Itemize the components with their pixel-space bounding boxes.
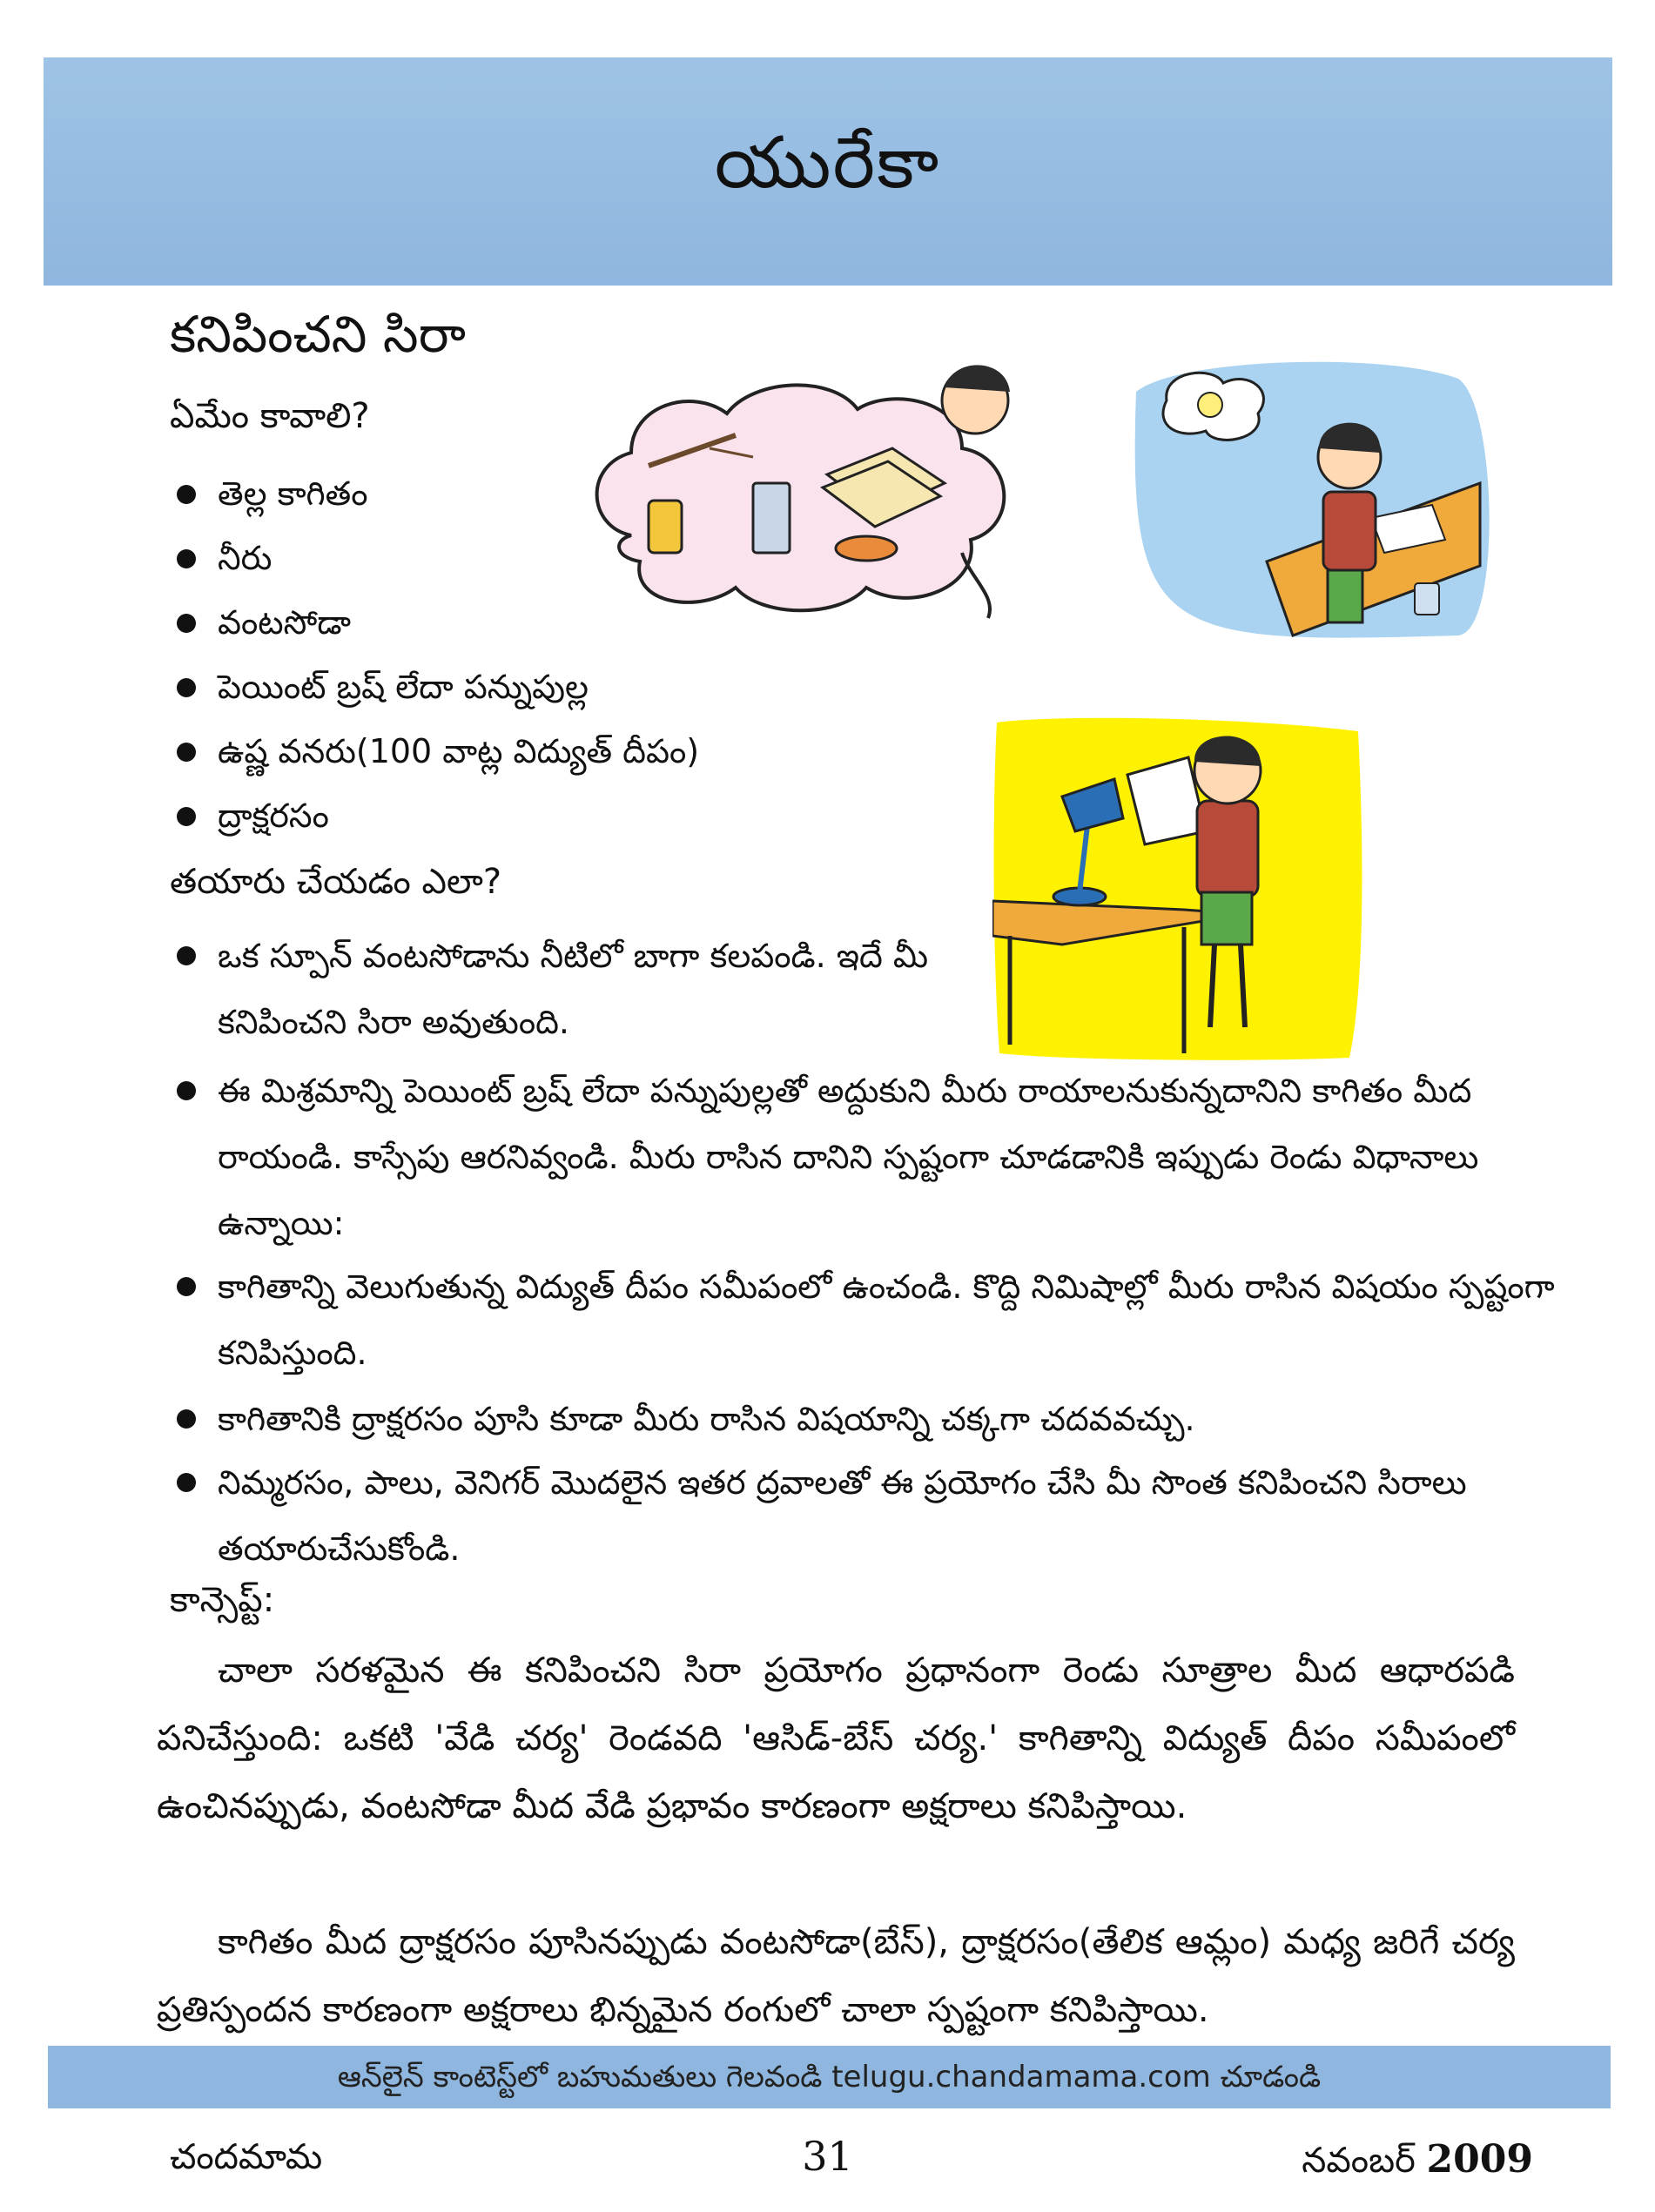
bullet-icon [177, 807, 196, 826]
footer-banner: ఆన్‌లైన్ కాంటెస్ట్‌లో బహుమతులు గెలవండి telugu.chandamama.com చూడండి [48, 2046, 1611, 2108]
list-item: పెయింట్ బ్రష్ లేదా పన్నుపుల్ల [170, 655, 699, 719]
materials-heading: ఏమేం కావాలి? [170, 396, 370, 436]
bullet-icon [177, 549, 196, 568]
bullet-icon [177, 1473, 196, 1492]
bullet-icon [177, 485, 196, 504]
list-item: నీరు [170, 526, 699, 590]
bullet-icon [177, 614, 196, 633]
list-item: ద్రాక్షరసం [170, 783, 699, 848]
issue-date: నవంబర్ 2009 [1302, 2137, 1533, 2182]
step-item: ఒక స్పూన్ వంటసోడాను నీటిలో బాగా కలపండి. ఇదే మీ కనిపించని సిరా అవుతుంది. [170, 923, 1001, 1055]
boy-lamp-paper-icon [992, 714, 1367, 1062]
bullet-icon [177, 946, 196, 965]
step-item: కాగితాన్ని వెలుగుతున్న విద్యుత్ దీపం సమీపంలో ఉంచండి. కొద్ది నిమిషాల్లో మీరు రాసిన విషయం స్పష్టంగా కనిపిస్తుంది. [170, 1254, 1576, 1386]
magazine-name: చందమామ [170, 2137, 323, 2177]
boy-thinking-materials-icon [579, 353, 1023, 631]
list-item: ఉష్ణ వనరు(100 వాట్ల విద్యుత్ దీపం) [170, 719, 699, 783]
bullet-icon [177, 1277, 196, 1296]
article-title: కనిపించని సిరా [170, 305, 466, 364]
boy-writing-icon [1127, 353, 1502, 644]
page-title: యురేకా [714, 122, 941, 205]
step-item: నిమ్మరసం, పాలు, వెనిగర్ మొదలైన ఇతర ద్రవాలతో ఈ ప్రయోగం చేసి మీ సొంత కనిపించని సిరాలు తయారుచేసుకోండి. [170, 1449, 1576, 1582]
step-item: ఈ మిశ్రమాన్ని పెయింట్ బ్రష్ లేదా పన్నుపుల్లతో అద్దుకుని మీరు రాయాలనుకున్నదానిని కాగితం మీద రాయండి. కాస్సేపు ఆరనివ్వండి. మీరు రాసిన దానిని స్పష్టంగా చూడడానికి ఇప్పుడు రెండు విధానాలు ఉన్నాయి: [170, 1058, 1576, 1256]
concept-paragraph: చాలా సరళమైన ఈ కనిపించని సిరా ప్రయోగం ప్రధానంగా రెండు సూత్రాల మీద ఆధారపడి పనిచేస్తుంది: ఒకటి 'వేడి చర్య' రెండవది 'ఆసిడ్-బేస్ చర్య.' కాగితాన్ని విద్యుత్ దీపం సమీపంలో ఉంచినప్పుడు, వంటసోడా మీద వేడి ప్రభావం కారణంగా అక్షరాలు కనిపిస్తాయి. [157, 1651, 1515, 1826]
method-heading: తయారు చేయడం ఎలా? [170, 862, 502, 902]
list-item: వంటసోడా [170, 590, 699, 655]
concept-paragraph: కాగితం మీద ద్రాక్షరసం పూసినప్పుడు వంటసోడా(బేస్), ద్రాక్షరసం(తేలిక ఆమ్లం) మధ్య జరిగే చర్య ప్రతిస్పందన కారణంగా అక్షరాలు భిన్నమైన రంగులో చాలా స్పష్టంగా కనిపిస్తాయి. [157, 1922, 1515, 2030]
bullet-icon [177, 743, 196, 762]
list-item: తెల్ల కాగితం [170, 461, 699, 526]
bullet-icon [177, 678, 196, 697]
bullet-icon [177, 1409, 196, 1429]
bullet-icon [177, 1081, 196, 1100]
step-item: కాగితానికి ద్రాక్షరసం పూసి కూడా మీరు రాసిన విషయాన్ని చక్కగా చదవవచ్చు. [170, 1386, 1576, 1452]
concept-heading: కాన్సెప్ట్: [170, 1580, 275, 1620]
page-number: 31 [802, 2133, 853, 2180]
